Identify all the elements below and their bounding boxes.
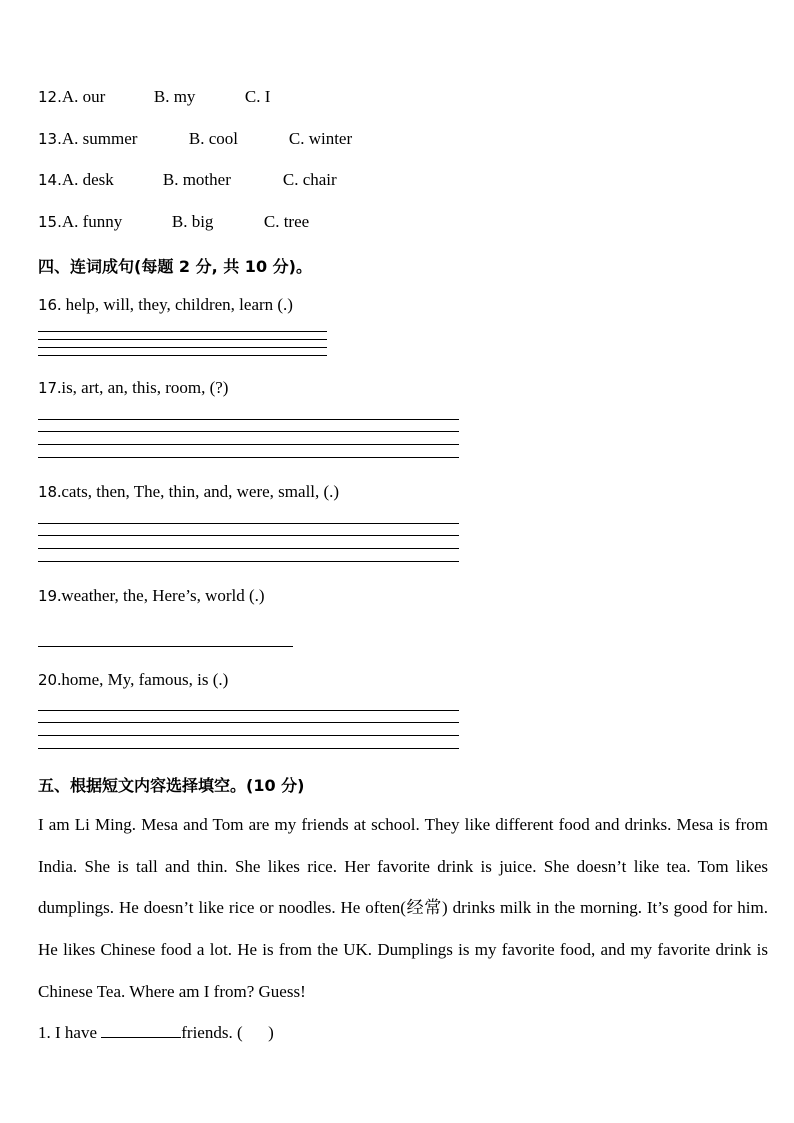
reading-passage: I am Li Ming. Mesa and Tom are my friends at school. They like different food and drinks. Mesa is from India. She is tall and thin. She likes rice. Her favorite drink is juice. She doesn’t like tea. Tom likes dumplings. He doesn’t like rice or noodles. He often(经常) drinks milk in the morning. It’s good for him. He likes Chinese food a lot. He is from the UK. Dumplings is my favorite food, and my favorite drink is Chinese Tea. Where am I from? Guess! — [38, 815, 768, 1001]
question-number: 15. — [38, 213, 62, 231]
question-18 — [38, 482, 339, 502]
question-14 — [38, 170, 337, 190]
answer-line — [38, 646, 293, 647]
answer-line — [38, 748, 459, 749]
question-number: 20 — [38, 671, 58, 689]
answer-line — [38, 710, 459, 711]
question-15 — [38, 212, 309, 232]
reading-question-1 — [38, 1023, 274, 1043]
question-number: 16 — [38, 296, 58, 314]
answer-line — [38, 331, 327, 332]
question-number: 14. — [38, 171, 62, 189]
answer-line — [38, 339, 327, 340]
question-text: .home, My, famous, is (.) — [57, 670, 229, 689]
question-17 — [38, 378, 228, 398]
question-number: 17 — [38, 379, 58, 397]
question-number: 13. — [38, 130, 62, 148]
answer-line — [38, 548, 459, 549]
question-13 — [38, 129, 352, 149]
answer-line — [38, 535, 459, 536]
answer-line — [38, 347, 327, 348]
answer-line — [38, 431, 459, 432]
option-a: A. our — [61, 87, 106, 106]
option-b: B. my — [153, 87, 196, 106]
option-b: B. big — [171, 212, 214, 231]
option-c: C. I — [244, 87, 271, 106]
question-12 — [38, 87, 270, 107]
answer-line — [38, 419, 459, 420]
answer-line — [38, 735, 459, 736]
answer-line — [38, 523, 459, 524]
option-a: A. desk — [61, 170, 114, 189]
option-c: C. chair — [282, 170, 337, 189]
question-text: . help, will, they, children, learn (.) — [57, 295, 293, 314]
section-5-heading: 五、根据短文内容选择填空。(10 分) — [38, 776, 305, 795]
question-text: .is, art, an, this, room, (?) — [57, 378, 229, 397]
question-number: 18 — [38, 483, 58, 501]
option-a: A. funny — [61, 212, 123, 231]
answer-line — [38, 457, 459, 458]
option-c: C. winter — [288, 129, 353, 148]
answer-line — [38, 722, 459, 723]
option-b: B. cool — [188, 129, 238, 148]
question-19 — [38, 586, 265, 606]
question-16 — [38, 295, 293, 315]
answer-line — [38, 561, 459, 562]
question-prefix: 1. I have — [38, 1023, 102, 1042]
section-4-heading: 四、连词成句(每题 2 分, 共 10 分)。 — [38, 257, 312, 276]
question-text: .weather, the, Here’s, world (.) — [57, 586, 265, 605]
question-suffix: friends. ( ) — [181, 1023, 274, 1042]
answer-blank[interactable] — [101, 1023, 181, 1038]
option-a: A. summer — [61, 129, 138, 148]
question-20 — [38, 670, 228, 690]
question-number: 19 — [38, 587, 58, 605]
question-text: .cats, then, The, thin, and, were, small, (.) — [57, 482, 340, 501]
answer-line — [38, 355, 327, 356]
question-number: 12. — [38, 88, 62, 106]
answer-line — [38, 444, 459, 445]
option-b: B. mother — [162, 170, 231, 189]
option-c: C. tree — [263, 212, 310, 231]
